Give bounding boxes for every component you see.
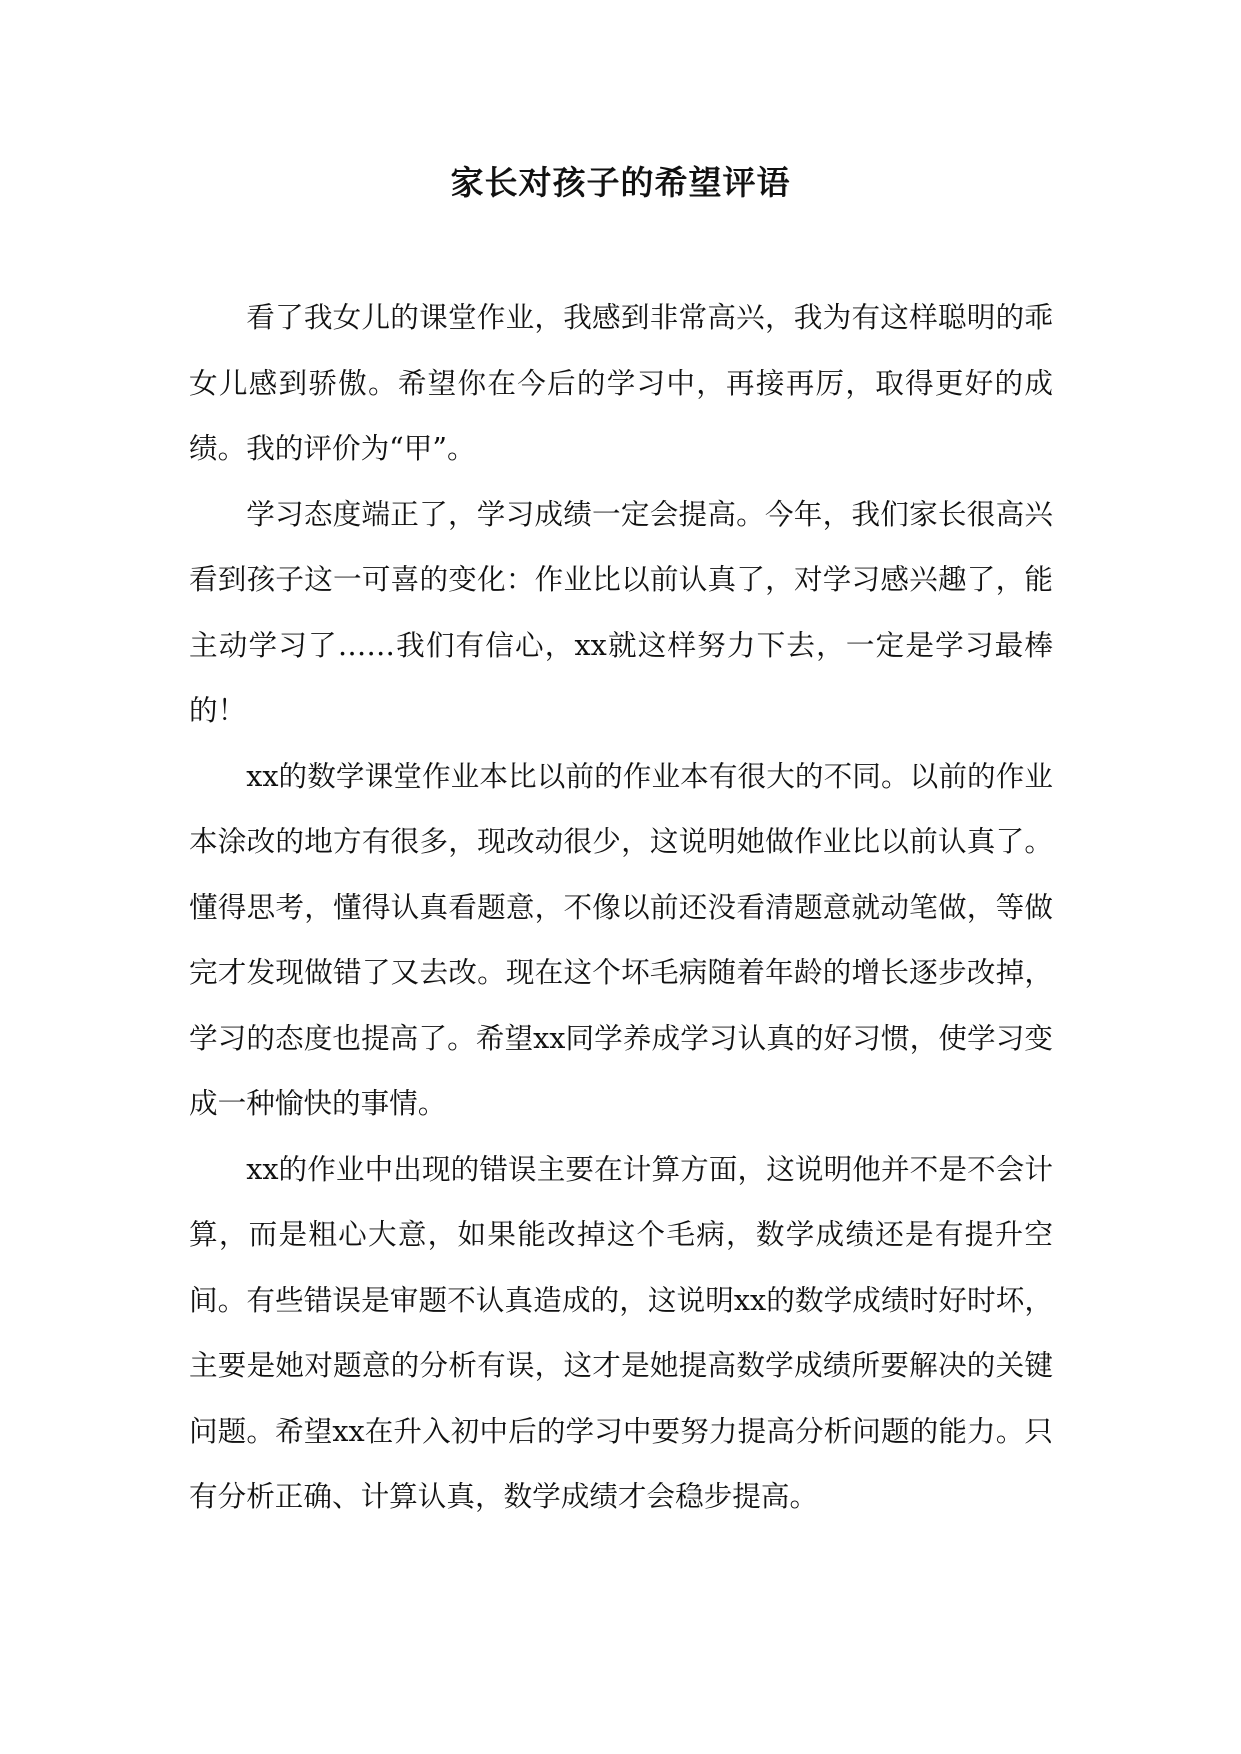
paragraph-2: 学习态度端正了，学习成绩一定会提高。今年，我们家长很高兴看到孩子这一可喜的变化：作业比以前认真了，对学习感兴趣了，能主动学习了……我们有信心，xx就这样努力下去，一定是学习最棒的！ — [189, 496, 1053, 727]
document-title: 家长对孩子的希望评语 — [450, 163, 791, 202]
paragraph-3: xx的数学课堂作业本比以前的作业本有很大的不同。以前的作业本涂改的地方有很多，现改动很少，这说明她做作业比以前认真了。懂得思考，懂得认真看题意，不像以前还没看清题意就动笔做，等做完才发现做错了又去改。现在这个坏毛病随着年龄的增长逐步改掉，学习的态度也提高了。希望xx同学养成学习认真的好习惯，使学习变成一种愉快的事情。 — [189, 758, 1053, 1120]
paragraph-1: 看了我女儿的课堂作业，我感到非常高兴，我为有这样聪明的乖女儿感到骄傲。希望你在今后的学习中，再接再厉，取得更好的成绩。我的评价为“甲”。 — [189, 300, 1053, 465]
paragraph-4: xx的作业中出现的错误主要在计算方面，这说明他并不是不会计算，而是粗心大意，如果能改掉这个毛病，数学成绩还是有提升空间。有些错误是审题不认真造成的，这说明xx的数学成绩时好时坏，主要是她对题意的分析有误，这才是她提高数学成绩所要解决的关键问题。希望xx在升入初中后的学习中要努力提高分析问题的能力。只有分析正确、计算认真，数学成绩才会稳步提高。 — [189, 1151, 1053, 1513]
document-body — [189, 285, 1053, 1530]
